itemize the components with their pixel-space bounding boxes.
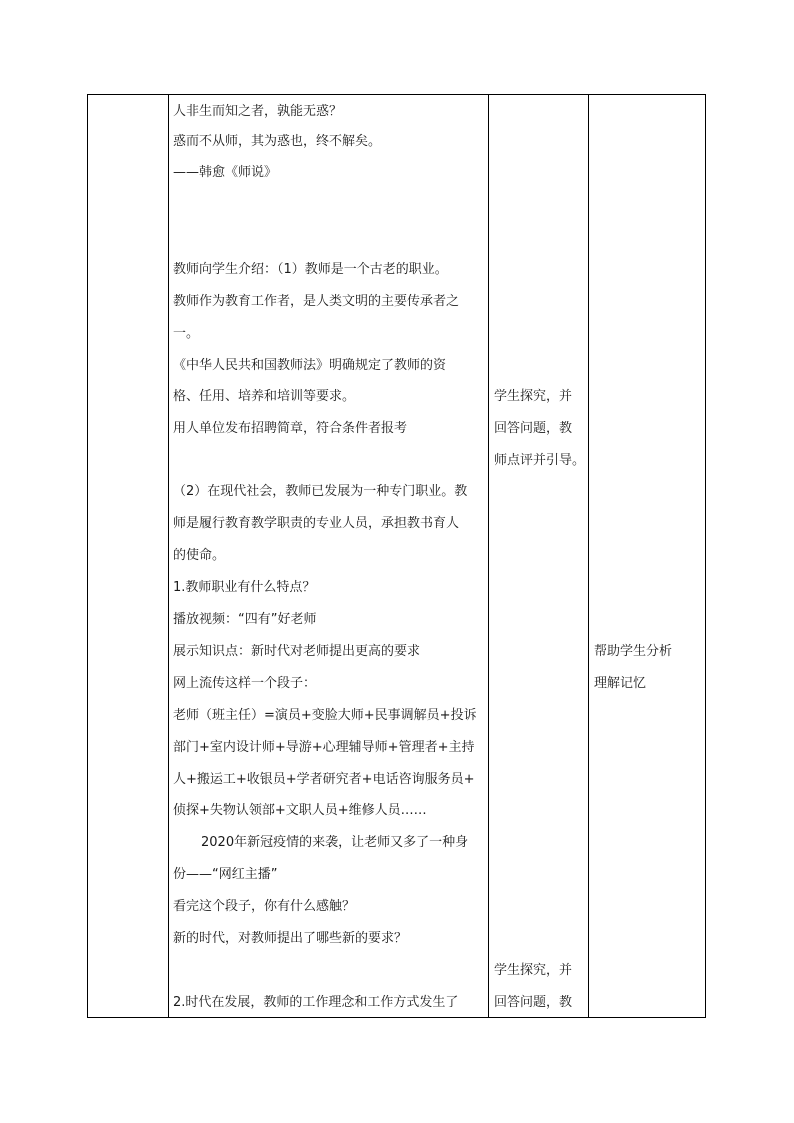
content-line: 《中华人民共和国教师法》明确规定了教师的资 — [173, 358, 447, 373]
activity-line: 回答问题，教 — [494, 421, 573, 436]
content-line: 部门+室内设计师+导游+心理辅导师+管理者+主持 — [173, 740, 475, 755]
content-line: 老师（班主任）=演员+变脸大师+民事调解员+投诉 — [173, 708, 477, 723]
content-line: ——韩愈《师说》 — [173, 165, 278, 180]
content-line: 网上流传这样一个段子： — [173, 676, 317, 691]
content-line: 看完这个段子，你有什么感触？ — [173, 899, 356, 914]
activity-line: 师点评并引导。 — [494, 453, 586, 468]
activity-line: 学生探究，并 — [494, 963, 573, 978]
column-divider — [588, 95, 589, 1017]
content-line: 侦探+失物认领部+文职人员+维修人员…… — [173, 803, 427, 818]
content-line: 展示知识点：新时代对老师提出更高的要求 — [173, 644, 421, 659]
content-line: 2020年新冠疫情的来袭，让老师又多了一种身 — [201, 835, 469, 850]
activity-line: 回答问题，教 — [494, 995, 573, 1010]
content-line: 人+搬运工+收银员+学者研究者+电话咨询服务员+ — [173, 772, 475, 787]
content-line: （2）在现代社会，教师已发展为一种专门职业。教 — [173, 484, 468, 499]
content-line: 用人单位发布招聘简章，符合条件者报考 — [173, 421, 408, 436]
content-line: 2.时代在发展，教师的工作理念和工作方式发生了 — [173, 995, 459, 1010]
intent-line: 帮助学生分析 — [594, 644, 673, 659]
content-line: 新的时代，对教师提出了哪些新的要求？ — [173, 931, 408, 946]
content-line: 播放视频：“四有”好老师 — [173, 612, 317, 627]
content-line: 格、任用、培养和培训等要求。 — [173, 389, 356, 404]
content-line: 1.教师职业有什么特点？ — [173, 580, 316, 595]
content-line: 份——“网红主播” — [173, 867, 278, 882]
activity-line: 学生探究，并 — [494, 389, 573, 404]
intent-line: 理解记忆 — [594, 676, 647, 691]
content-line: 师是履行教育教学职责的专业人员，承担教书育人 — [173, 516, 460, 531]
content-line: 教师向学生介绍：（1）教师是一个古老的职业。 — [173, 262, 448, 277]
content-line: 一。 — [173, 326, 200, 341]
content-line: 惑而不从师，其为惑也，终不解矣。 — [173, 134, 382, 149]
content-line: 教师作为教育工作者，是人类文明的主要传承者之 — [173, 294, 460, 309]
content-line: 人非生而知之者，孰能无惑？ — [173, 104, 343, 119]
column-divider — [168, 95, 169, 1017]
content-line: 的使命。 — [173, 548, 226, 563]
column-divider — [488, 95, 489, 1017]
